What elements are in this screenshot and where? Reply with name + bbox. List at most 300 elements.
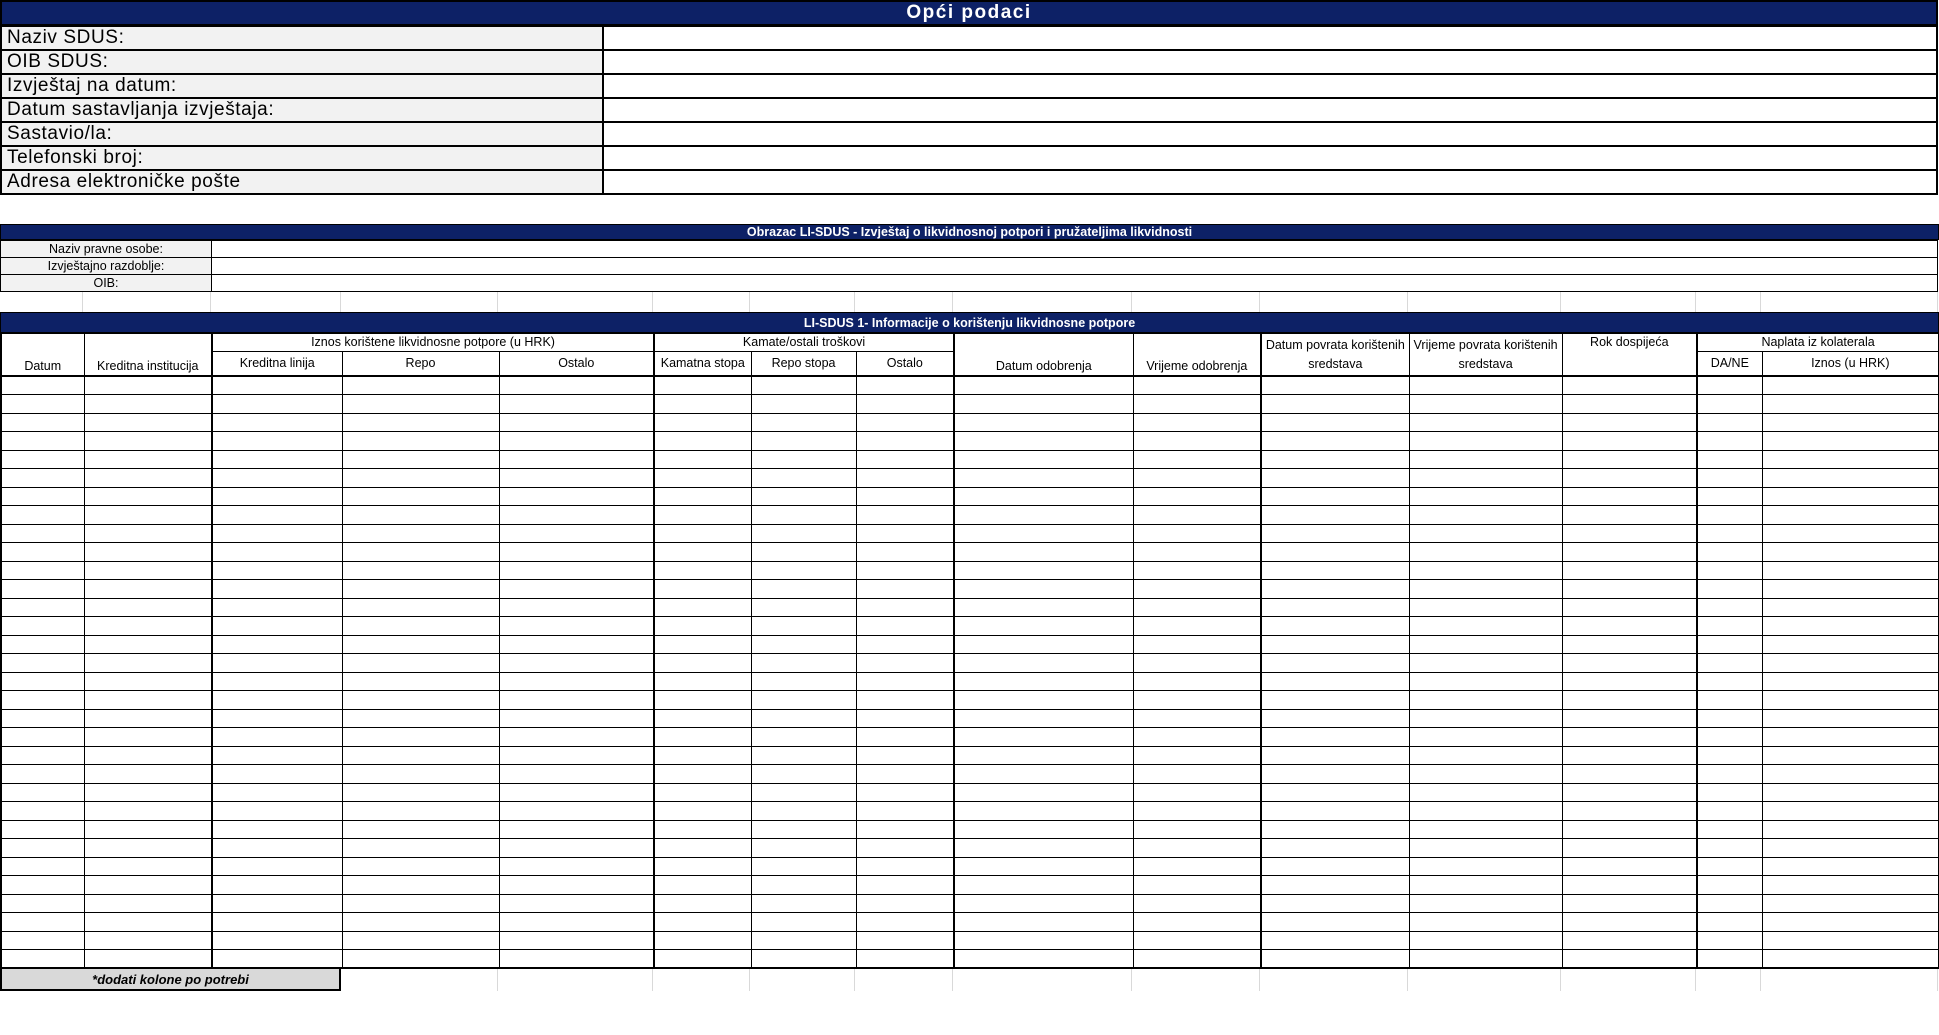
empty-cell[interactable] bbox=[1133, 709, 1261, 728]
empty-cell[interactable] bbox=[1409, 820, 1562, 839]
empty-cell[interactable] bbox=[1562, 635, 1697, 654]
empty-cell[interactable] bbox=[1, 617, 84, 636]
empty-cell[interactable] bbox=[1261, 857, 1409, 876]
empty-cell[interactable] bbox=[84, 413, 212, 432]
empty-cell[interactable] bbox=[654, 395, 751, 414]
empty-cell[interactable] bbox=[84, 506, 212, 525]
empty-cell[interactable] bbox=[856, 376, 954, 395]
sastavio-value[interactable] bbox=[603, 122, 1937, 146]
empty-cell[interactable] bbox=[1409, 561, 1562, 580]
empty-cell[interactable] bbox=[1762, 376, 1939, 395]
empty-cell[interactable] bbox=[499, 839, 654, 858]
empty-cell[interactable] bbox=[84, 728, 212, 747]
empty-cell[interactable] bbox=[212, 931, 342, 950]
empty-cell[interactable] bbox=[654, 524, 751, 543]
empty-cell[interactable] bbox=[342, 580, 499, 599]
empty-cell[interactable] bbox=[1562, 561, 1697, 580]
empty-cell[interactable] bbox=[499, 765, 654, 784]
empty-cell[interactable] bbox=[212, 709, 342, 728]
empty-cell[interactable] bbox=[654, 746, 751, 765]
empty-cell[interactable] bbox=[1409, 894, 1562, 913]
empty-cell[interactable] bbox=[654, 635, 751, 654]
empty-cell[interactable] bbox=[954, 487, 1133, 506]
empty-cell[interactable] bbox=[751, 820, 856, 839]
empty-cell[interactable] bbox=[954, 746, 1133, 765]
empty-cell[interactable] bbox=[84, 783, 212, 802]
empty-cell[interactable] bbox=[1562, 598, 1697, 617]
empty-cell[interactable] bbox=[654, 413, 751, 432]
empty-cell[interactable] bbox=[212, 950, 342, 969]
empty-cell[interactable] bbox=[342, 802, 499, 821]
empty-cell[interactable] bbox=[1261, 876, 1409, 895]
empty-cell[interactable] bbox=[342, 728, 499, 747]
empty-cell[interactable] bbox=[1409, 432, 1562, 451]
empty-cell[interactable] bbox=[1762, 654, 1939, 673]
empty-cell[interactable] bbox=[954, 376, 1133, 395]
empty-cell[interactable] bbox=[1133, 931, 1261, 950]
empty-cell[interactable] bbox=[1697, 746, 1762, 765]
empty-cell[interactable] bbox=[751, 765, 856, 784]
empty-cell[interactable] bbox=[1, 950, 84, 969]
empty-cell[interactable] bbox=[654, 432, 751, 451]
empty-cell[interactable] bbox=[751, 432, 856, 451]
empty-cell[interactable] bbox=[342, 950, 499, 969]
empty-cell[interactable] bbox=[751, 487, 856, 506]
empty-cell[interactable] bbox=[1409, 931, 1562, 950]
naziv-pravne-osobe-value[interactable] bbox=[212, 241, 1938, 258]
empty-cell[interactable] bbox=[1409, 617, 1562, 636]
empty-cell[interactable] bbox=[1562, 839, 1697, 858]
empty-cell[interactable] bbox=[954, 598, 1133, 617]
empty-cell[interactable] bbox=[1261, 913, 1409, 932]
empty-cell[interactable] bbox=[954, 506, 1133, 525]
empty-cell[interactable] bbox=[342, 672, 499, 691]
empty-cell[interactable] bbox=[1762, 672, 1939, 691]
empty-cell[interactable] bbox=[1133, 820, 1261, 839]
empty-cell[interactable] bbox=[84, 395, 212, 414]
empty-cell[interactable] bbox=[1409, 524, 1562, 543]
datum-sastavljanja-value[interactable] bbox=[603, 98, 1937, 122]
empty-cell[interactable] bbox=[1409, 395, 1562, 414]
empty-cell[interactable] bbox=[1409, 543, 1562, 562]
empty-cell[interactable] bbox=[84, 950, 212, 969]
empty-cell[interactable] bbox=[1762, 746, 1939, 765]
empty-cell[interactable] bbox=[1261, 487, 1409, 506]
empty-cell[interactable] bbox=[212, 469, 342, 488]
empty-cell[interactable] bbox=[654, 543, 751, 562]
empty-cell[interactable] bbox=[1261, 413, 1409, 432]
empty-cell[interactable] bbox=[1697, 561, 1762, 580]
empty-cell[interactable] bbox=[212, 524, 342, 543]
empty-cell[interactable] bbox=[856, 728, 954, 747]
empty-cell[interactable] bbox=[954, 894, 1133, 913]
empty-cell[interactable] bbox=[212, 654, 342, 673]
empty-cell[interactable] bbox=[1, 691, 84, 710]
empty-cell[interactable] bbox=[1, 432, 84, 451]
empty-cell[interactable] bbox=[954, 728, 1133, 747]
empty-cell[interactable] bbox=[856, 450, 954, 469]
empty-cell[interactable] bbox=[654, 876, 751, 895]
empty-cell[interactable] bbox=[1762, 617, 1939, 636]
empty-cell[interactable] bbox=[1409, 857, 1562, 876]
empty-cell[interactable] bbox=[1261, 765, 1409, 784]
empty-cell[interactable] bbox=[1133, 802, 1261, 821]
empty-cell[interactable] bbox=[1409, 728, 1562, 747]
empty-cell[interactable] bbox=[342, 469, 499, 488]
empty-cell[interactable] bbox=[1409, 709, 1562, 728]
empty-cell[interactable] bbox=[499, 913, 654, 932]
empty-cell[interactable] bbox=[1, 765, 84, 784]
empty-cell[interactable] bbox=[1562, 709, 1697, 728]
empty-cell[interactable] bbox=[84, 432, 212, 451]
empty-cell[interactable] bbox=[499, 543, 654, 562]
empty-cell[interactable] bbox=[84, 839, 212, 858]
empty-cell[interactable] bbox=[1261, 691, 1409, 710]
empty-cell[interactable] bbox=[342, 654, 499, 673]
empty-cell[interactable] bbox=[1, 820, 84, 839]
empty-cell[interactable] bbox=[751, 469, 856, 488]
empty-cell[interactable] bbox=[1261, 820, 1409, 839]
empty-cell[interactable] bbox=[751, 524, 856, 543]
empty-cell[interactable] bbox=[1409, 746, 1562, 765]
empty-cell[interactable] bbox=[1697, 376, 1762, 395]
empty-cell[interactable] bbox=[84, 598, 212, 617]
empty-cell[interactable] bbox=[499, 691, 654, 710]
empty-cell[interactable] bbox=[1261, 746, 1409, 765]
empty-cell[interactable] bbox=[1, 395, 84, 414]
empty-cell[interactable] bbox=[856, 561, 954, 580]
empty-cell[interactable] bbox=[1762, 543, 1939, 562]
empty-cell[interactable] bbox=[954, 839, 1133, 858]
empty-cell[interactable] bbox=[342, 376, 499, 395]
empty-cell[interactable] bbox=[212, 691, 342, 710]
empty-cell[interactable] bbox=[856, 432, 954, 451]
empty-cell[interactable] bbox=[1762, 487, 1939, 506]
empty-cell[interactable] bbox=[1133, 469, 1261, 488]
empty-cell[interactable] bbox=[954, 857, 1133, 876]
empty-cell[interactable] bbox=[1762, 432, 1939, 451]
empty-cell[interactable] bbox=[856, 395, 954, 414]
empty-cell[interactable] bbox=[751, 876, 856, 895]
empty-cell[interactable] bbox=[342, 617, 499, 636]
empty-cell[interactable] bbox=[1562, 450, 1697, 469]
empty-cell[interactable] bbox=[1762, 783, 1939, 802]
empty-cell[interactable] bbox=[342, 765, 499, 784]
empty-cell[interactable] bbox=[1133, 876, 1261, 895]
empty-cell[interactable] bbox=[751, 376, 856, 395]
empty-cell[interactable] bbox=[654, 950, 751, 969]
empty-cell[interactable] bbox=[1562, 413, 1697, 432]
empty-cell[interactable] bbox=[1409, 913, 1562, 932]
empty-cell[interactable] bbox=[654, 913, 751, 932]
empty-cell[interactable] bbox=[856, 524, 954, 543]
empty-cell[interactable] bbox=[1, 894, 84, 913]
empty-cell[interactable] bbox=[499, 802, 654, 821]
empty-cell[interactable] bbox=[212, 839, 342, 858]
empty-cell[interactable] bbox=[499, 728, 654, 747]
empty-cell[interactable] bbox=[1697, 506, 1762, 525]
empty-cell[interactable] bbox=[954, 765, 1133, 784]
empty-cell[interactable] bbox=[751, 728, 856, 747]
empty-cell[interactable] bbox=[1, 783, 84, 802]
empty-cell[interactable] bbox=[751, 691, 856, 710]
empty-cell[interactable] bbox=[856, 950, 954, 969]
empty-cell[interactable] bbox=[751, 395, 856, 414]
empty-cell[interactable] bbox=[1, 746, 84, 765]
empty-cell[interactable] bbox=[499, 709, 654, 728]
empty-cell[interactable] bbox=[856, 672, 954, 691]
empty-cell[interactable] bbox=[1697, 635, 1762, 654]
empty-cell[interactable] bbox=[654, 469, 751, 488]
empty-cell[interactable] bbox=[1697, 709, 1762, 728]
empty-cell[interactable] bbox=[499, 617, 654, 636]
empty-cell[interactable] bbox=[342, 857, 499, 876]
empty-cell[interactable] bbox=[1261, 561, 1409, 580]
empty-cell[interactable] bbox=[856, 876, 954, 895]
empty-cell[interactable] bbox=[342, 746, 499, 765]
empty-cell[interactable] bbox=[499, 950, 654, 969]
empty-cell[interactable] bbox=[499, 857, 654, 876]
empty-cell[interactable] bbox=[212, 432, 342, 451]
empty-cell[interactable] bbox=[654, 728, 751, 747]
empty-cell[interactable] bbox=[954, 820, 1133, 839]
empty-cell[interactable] bbox=[954, 543, 1133, 562]
empty-cell[interactable] bbox=[212, 598, 342, 617]
empty-cell[interactable] bbox=[1, 931, 84, 950]
empty-cell[interactable] bbox=[654, 561, 751, 580]
empty-cell[interactable] bbox=[342, 543, 499, 562]
empty-cell[interactable] bbox=[1562, 672, 1697, 691]
empty-cell[interactable] bbox=[499, 894, 654, 913]
oib-value[interactable] bbox=[212, 275, 1938, 292]
empty-cell[interactable] bbox=[84, 820, 212, 839]
empty-cell[interactable] bbox=[1762, 524, 1939, 543]
empty-cell[interactable] bbox=[1, 913, 84, 932]
empty-cell[interactable] bbox=[751, 746, 856, 765]
empty-cell[interactable] bbox=[856, 802, 954, 821]
empty-cell[interactable] bbox=[654, 931, 751, 950]
empty-cell[interactable] bbox=[1409, 654, 1562, 673]
empty-cell[interactable] bbox=[751, 672, 856, 691]
empty-cell[interactable] bbox=[1133, 765, 1261, 784]
empty-cell[interactable] bbox=[212, 728, 342, 747]
empty-cell[interactable] bbox=[954, 635, 1133, 654]
empty-cell[interactable] bbox=[856, 894, 954, 913]
empty-cell[interactable] bbox=[1762, 598, 1939, 617]
empty-cell[interactable] bbox=[212, 746, 342, 765]
empty-cell[interactable] bbox=[84, 617, 212, 636]
empty-cell[interactable] bbox=[342, 598, 499, 617]
empty-cell[interactable] bbox=[1409, 635, 1562, 654]
empty-cell[interactable] bbox=[856, 709, 954, 728]
empty-cell[interactable] bbox=[1261, 432, 1409, 451]
empty-cell[interactable] bbox=[84, 654, 212, 673]
empty-cell[interactable] bbox=[1261, 469, 1409, 488]
empty-cell[interactable] bbox=[212, 376, 342, 395]
telefonski-broj-value[interactable] bbox=[603, 146, 1937, 170]
empty-cell[interactable] bbox=[212, 672, 342, 691]
empty-cell[interactable] bbox=[1133, 635, 1261, 654]
empty-cell[interactable] bbox=[856, 839, 954, 858]
empty-cell[interactable] bbox=[751, 894, 856, 913]
empty-cell[interactable] bbox=[499, 524, 654, 543]
empty-cell[interactable] bbox=[1409, 802, 1562, 821]
empty-cell[interactable] bbox=[654, 709, 751, 728]
empty-cell[interactable] bbox=[1409, 580, 1562, 599]
empty-cell[interactable] bbox=[654, 857, 751, 876]
empty-cell[interactable] bbox=[499, 413, 654, 432]
empty-cell[interactable] bbox=[1762, 913, 1939, 932]
empty-cell[interactable] bbox=[856, 857, 954, 876]
empty-cell[interactable] bbox=[954, 432, 1133, 451]
empty-cell[interactable] bbox=[342, 709, 499, 728]
empty-cell[interactable] bbox=[1261, 950, 1409, 969]
empty-cell[interactable] bbox=[342, 413, 499, 432]
empty-cell[interactable] bbox=[212, 820, 342, 839]
empty-cell[interactable] bbox=[751, 543, 856, 562]
empty-cell[interactable] bbox=[1133, 672, 1261, 691]
empty-cell[interactable] bbox=[212, 561, 342, 580]
empty-cell[interactable] bbox=[1762, 728, 1939, 747]
empty-cell[interactable] bbox=[856, 654, 954, 673]
empty-cell[interactable] bbox=[654, 802, 751, 821]
empty-cell[interactable] bbox=[1133, 376, 1261, 395]
empty-cell[interactable] bbox=[212, 783, 342, 802]
empty-cell[interactable] bbox=[1562, 691, 1697, 710]
empty-cell[interactable] bbox=[1, 506, 84, 525]
empty-cell[interactable] bbox=[84, 931, 212, 950]
empty-cell[interactable] bbox=[84, 487, 212, 506]
empty-cell[interactable] bbox=[856, 598, 954, 617]
empty-cell[interactable] bbox=[751, 413, 856, 432]
empty-cell[interactable] bbox=[856, 820, 954, 839]
empty-cell[interactable] bbox=[499, 376, 654, 395]
empty-cell[interactable] bbox=[212, 913, 342, 932]
empty-cell[interactable] bbox=[856, 617, 954, 636]
empty-cell[interactable] bbox=[954, 450, 1133, 469]
empty-cell[interactable] bbox=[1697, 820, 1762, 839]
empty-cell[interactable] bbox=[1562, 876, 1697, 895]
empty-cell[interactable] bbox=[1562, 580, 1697, 599]
empty-cell[interactable] bbox=[654, 450, 751, 469]
empty-cell[interactable] bbox=[1562, 746, 1697, 765]
empty-cell[interactable] bbox=[1133, 654, 1261, 673]
empty-cell[interactable] bbox=[1762, 857, 1939, 876]
empty-cell[interactable] bbox=[84, 580, 212, 599]
empty-cell[interactable] bbox=[954, 876, 1133, 895]
empty-cell[interactable] bbox=[1562, 820, 1697, 839]
empty-cell[interactable] bbox=[342, 487, 499, 506]
empty-cell[interactable] bbox=[1133, 561, 1261, 580]
empty-cell[interactable] bbox=[1697, 765, 1762, 784]
empty-cell[interactable] bbox=[1409, 876, 1562, 895]
empty-cell[interactable] bbox=[954, 913, 1133, 932]
empty-cell[interactable] bbox=[212, 395, 342, 414]
empty-cell[interactable] bbox=[1697, 950, 1762, 969]
empty-cell[interactable] bbox=[1261, 524, 1409, 543]
empty-cell[interactable] bbox=[1762, 580, 1939, 599]
empty-cell[interactable] bbox=[856, 783, 954, 802]
empty-cell[interactable] bbox=[1762, 950, 1939, 969]
empty-cell[interactable] bbox=[954, 413, 1133, 432]
empty-cell[interactable] bbox=[1133, 783, 1261, 802]
empty-cell[interactable] bbox=[1562, 524, 1697, 543]
empty-cell[interactable] bbox=[1133, 543, 1261, 562]
empty-cell[interactable] bbox=[1, 487, 84, 506]
empty-cell[interactable] bbox=[499, 672, 654, 691]
empty-cell[interactable] bbox=[856, 746, 954, 765]
empty-cell[interactable] bbox=[1, 839, 84, 858]
empty-cell[interactable] bbox=[954, 580, 1133, 599]
empty-cell[interactable] bbox=[1697, 580, 1762, 599]
empty-cell[interactable] bbox=[1409, 487, 1562, 506]
empty-cell[interactable] bbox=[1562, 654, 1697, 673]
empty-cell[interactable] bbox=[1762, 802, 1939, 821]
empty-cell[interactable] bbox=[1133, 746, 1261, 765]
empty-cell[interactable] bbox=[212, 617, 342, 636]
empty-cell[interactable] bbox=[1697, 469, 1762, 488]
empty-cell[interactable] bbox=[751, 561, 856, 580]
empty-cell[interactable] bbox=[499, 635, 654, 654]
empty-cell[interactable] bbox=[1409, 950, 1562, 969]
empty-cell[interactable] bbox=[751, 931, 856, 950]
empty-cell[interactable] bbox=[654, 839, 751, 858]
empty-cell[interactable] bbox=[654, 820, 751, 839]
empty-cell[interactable] bbox=[1, 728, 84, 747]
empty-cell[interactable] bbox=[654, 783, 751, 802]
empty-cell[interactable] bbox=[1, 876, 84, 895]
empty-cell[interactable] bbox=[1697, 617, 1762, 636]
empty-cell[interactable] bbox=[499, 820, 654, 839]
empty-cell[interactable] bbox=[1261, 839, 1409, 858]
empty-cell[interactable] bbox=[1697, 413, 1762, 432]
empty-cell[interactable] bbox=[499, 432, 654, 451]
empty-cell[interactable] bbox=[84, 524, 212, 543]
empty-cell[interactable] bbox=[751, 839, 856, 858]
empty-cell[interactable] bbox=[1, 709, 84, 728]
empty-cell[interactable] bbox=[1, 450, 84, 469]
empty-cell[interactable] bbox=[212, 413, 342, 432]
empty-cell[interactable] bbox=[954, 617, 1133, 636]
empty-cell[interactable] bbox=[1133, 857, 1261, 876]
empty-cell[interactable] bbox=[1133, 691, 1261, 710]
empty-cell[interactable] bbox=[1133, 728, 1261, 747]
empty-cell[interactable] bbox=[1261, 598, 1409, 617]
empty-cell[interactable] bbox=[499, 395, 654, 414]
empty-cell[interactable] bbox=[1762, 765, 1939, 784]
empty-cell[interactable] bbox=[1697, 543, 1762, 562]
empty-cell[interactable] bbox=[1562, 950, 1697, 969]
empty-cell[interactable] bbox=[212, 802, 342, 821]
empty-cell[interactable] bbox=[212, 580, 342, 599]
empty-cell[interactable] bbox=[1, 857, 84, 876]
empty-cell[interactable] bbox=[1261, 709, 1409, 728]
empty-cell[interactable] bbox=[212, 765, 342, 784]
empty-cell[interactable] bbox=[1697, 728, 1762, 747]
empty-cell[interactable] bbox=[1261, 617, 1409, 636]
empty-cell[interactable] bbox=[1562, 913, 1697, 932]
empty-cell[interactable] bbox=[856, 543, 954, 562]
empty-cell[interactable] bbox=[856, 580, 954, 599]
empty-cell[interactable] bbox=[1409, 413, 1562, 432]
empty-cell[interactable] bbox=[1562, 802, 1697, 821]
empty-cell[interactable] bbox=[342, 561, 499, 580]
empty-cell[interactable] bbox=[954, 802, 1133, 821]
empty-cell[interactable] bbox=[1562, 432, 1697, 451]
empty-cell[interactable] bbox=[751, 950, 856, 969]
empty-cell[interactable] bbox=[856, 506, 954, 525]
empty-cell[interactable] bbox=[499, 746, 654, 765]
